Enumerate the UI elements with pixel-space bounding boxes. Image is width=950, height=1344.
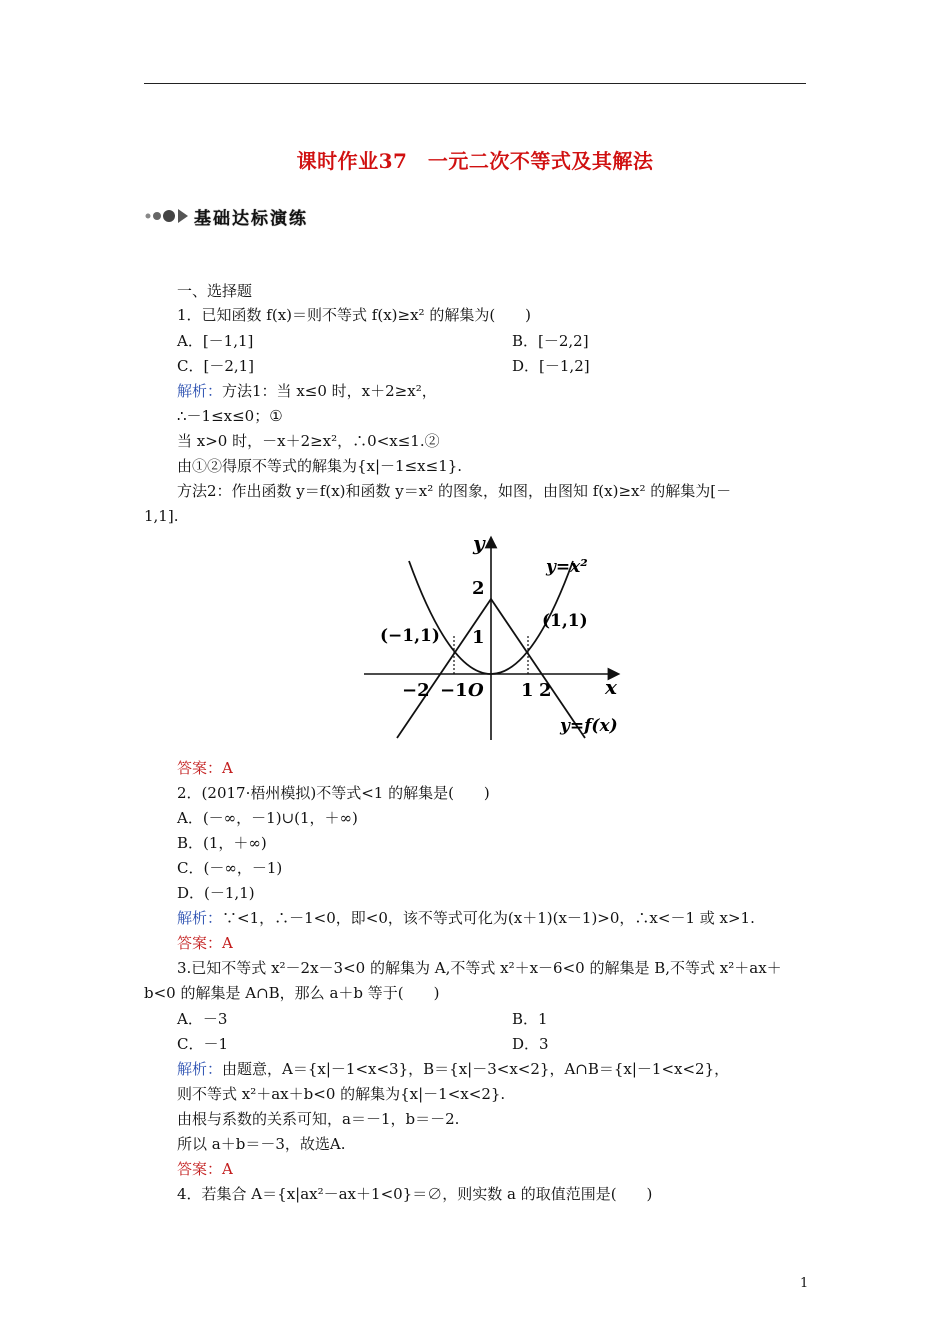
- q3-option-b: B．1: [512, 1010, 548, 1028]
- tick-x-2: 2: [539, 680, 552, 701]
- tick-y-2: 2: [472, 578, 485, 599]
- q2-option-c: C．(－∞，－1): [177, 859, 283, 877]
- q1-analysis-line4: 由①②得原不等式的解集为{x|－1≤x≤1}.: [177, 457, 463, 475]
- analysis-label: 解析：: [177, 1060, 223, 1078]
- q2-option-b: B．(1，＋∞): [177, 834, 267, 852]
- function-graph: [362, 528, 634, 744]
- x-axis-label: x: [605, 675, 617, 699]
- analysis-text: 方法1：当 x≤0 时，x＋2≥x²，: [222, 382, 437, 400]
- q1-option-d: D．[－1,2]: [512, 357, 590, 375]
- q2-option-a: A．(－∞，－1)∪(1，＋∞): [177, 809, 358, 827]
- point-right-label: (1,1): [542, 611, 588, 631]
- tick-x-minus2: −2: [402, 680, 430, 701]
- origin-label: O: [468, 680, 484, 701]
- tick-y-1: 1: [472, 627, 485, 648]
- q3-stem-line1: 3.已知不等式 x²－2x－3<0 的解集为 A,不等式 x²＋x－6<0 的解集是 B,不等式 x²＋ax＋: [177, 959, 782, 977]
- bullet-dots-icon: [144, 208, 194, 224]
- parabola-label: y=x²: [546, 557, 588, 577]
- q4-stem: 4．若集合 A＝{x|ax²－ax＋1<0}＝∅，则实数 a 的取值范围是( ): [177, 1185, 653, 1203]
- f-label: y=f(x): [560, 716, 618, 736]
- tick-x-1: 1: [521, 680, 534, 701]
- q2-option-d: D．(－1,1): [177, 884, 255, 902]
- page-number: 1: [800, 1276, 809, 1291]
- header-rule: [144, 83, 806, 84]
- analysis-label: 解析：: [177, 382, 223, 400]
- q3-stem-line2: b<0 的解集是 A∩B，那么 a＋b 等于( ): [144, 984, 440, 1002]
- q1-answer: 答案：A: [177, 759, 233, 777]
- q3-option-d: D．3: [512, 1035, 549, 1053]
- q3-analysis-line4: 所以 a＋b＝－3，故选A.: [177, 1135, 346, 1153]
- q1-analysis-line2: ∴－1≤x≤0；①: [177, 407, 283, 425]
- q1-analysis-line5: 方法2：作出函数 y＝f(x)和函数 y＝x² 的图象，如图，由图知 f(x)≥x² 的解集为[－: [177, 482, 732, 500]
- q1-option-b: B．[－2,2]: [512, 332, 589, 350]
- q3-analysis-line3: 由根与系数的关系可知，a＝－1，b＝－2.: [177, 1110, 460, 1128]
- q3-answer: 答案：A: [177, 1160, 233, 1178]
- q1-analysis-line1: [177, 381, 437, 401]
- q1-option-c: C．[－2,1]: [177, 357, 255, 375]
- analysis-text: ∵<1，∴－1<0，即<0，该不等式可化为(x＋1)(x－1)>0，∴x<－1 或 x>1.: [222, 909, 755, 927]
- q2-stem: 2．(2017·梧州模拟)不等式<1 的解集是( ): [177, 784, 490, 802]
- q3-analysis-line1: [177, 1059, 729, 1079]
- q3-analysis-line2: 则不等式 x²＋ax＋b<0 的解集为{x|－1<x<2}.: [177, 1085, 506, 1103]
- analysis-label: 解析：: [177, 909, 223, 927]
- analysis-text: 由题意，A＝{x|－1<x<3}，B＝{x|－3<x<2}，A∩B＝{x|－1<x<2}，: [222, 1060, 730, 1078]
- q1-stem: 1．已知函数 f(x)＝则不等式 f(x)≥x² 的解集为( ): [177, 306, 532, 324]
- page-title: 课时作业37 一元二次不等式及其解法: [296, 149, 654, 173]
- q1-analysis-line3: 当 x>0 时，－x＋2≥x²，∴0<x≤1.②: [177, 432, 440, 450]
- y-axis-label: y: [473, 531, 485, 555]
- section-heading: 一、选择题: [177, 282, 253, 300]
- banner-label: 基础达标演练: [194, 209, 308, 229]
- q1-option-a: A．[－1,1]: [177, 332, 254, 350]
- tick-x-minus1: −1: [440, 680, 468, 701]
- q2-answer: 答案：A: [177, 934, 233, 952]
- point-left-label: (−1,1): [380, 626, 440, 646]
- q3-option-a: A．－3: [177, 1010, 228, 1028]
- q3-option-c: C．－1: [177, 1035, 229, 1053]
- q1-analysis-line6: 1,1].: [144, 507, 179, 525]
- q2-analysis-line1: [177, 908, 755, 928]
